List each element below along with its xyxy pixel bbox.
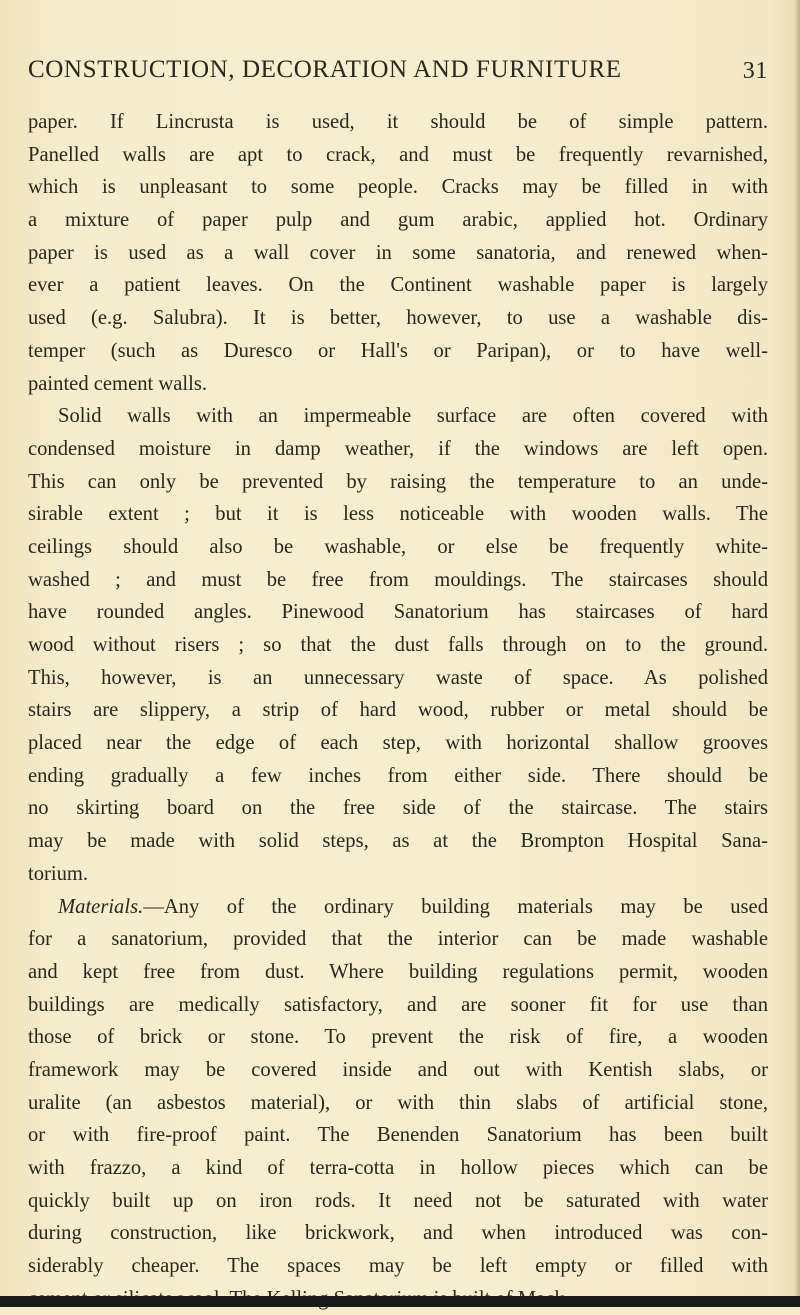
text-line: which is unpleasant to some people. Cracks may be filled in with: [28, 176, 768, 199]
text-line: framework may be covered inside and out with Kentish slabs, or: [28, 1058, 768, 1081]
text-line: or with fire-proof paint. The Benenden Sanatorium has been built: [28, 1124, 768, 1147]
text-line: temper (such as Duresco or Hall's or Paripan), or to have well-: [28, 339, 768, 362]
text-line: buildings are medically satisfactory, and are sooner fit for use than: [28, 993, 768, 1016]
text-line: placed near the edge of each step, with horizontal shallow grooves: [28, 732, 768, 755]
text-line: siderably cheaper. The spaces may be left empty or filled with: [28, 1255, 768, 1278]
text-line: during construction, like brickwork, and when introduced was con-: [28, 1222, 768, 1245]
text-line: those of brick or stone. To prevent the risk of fire, a wooden: [28, 1026, 768, 1049]
text-line: have rounded angles. Pinewood Sanatorium has staircases of hard: [28, 601, 768, 624]
text-line: paper. If Lincrusta is used, it should be of simple pattern.: [28, 111, 768, 133]
text-line: with frazzo, a kind of terra-cotta in hollow pieces which can be: [28, 1157, 768, 1179]
text-line: stairs are slippery, a strip of hard wood, rubber or metal should be: [28, 699, 768, 722]
text-line: a mixture of paper pulp and gum arabic, applied hot. Ordinary: [28, 209, 768, 232]
text-line: painted cement walls.: [28, 372, 207, 395]
text-line: Solid walls with an impermeable surface are often covered with: [58, 405, 768, 428]
text-line: may be made with solid steps, as at the Brompton Hospital Sana-: [28, 830, 768, 853]
text-line: wood without risers ; so that the dust falls through on to the ground.: [28, 634, 768, 656]
section-heading: Materials.: [58, 895, 144, 918]
text-line: paper is used as a wall cover in some sanatoria, and renewed when-: [28, 241, 768, 264]
text-line: and kept free from dust. Where building regulations permit, wooden: [28, 960, 768, 983]
text-fragment: —Any of the ordinary building materials may be used: [143, 895, 768, 918]
text-line: ever a patient leaves. On the Continent washable paper is largely: [28, 274, 768, 297]
text-line: Panelled walls are apt to crack, and must be frequently revarnished,: [28, 143, 768, 166]
chapter-title: CONSTRUCTION, DECORATION AND FURNITURE: [28, 56, 622, 83]
page-edge-shadow: [794, 0, 800, 1296]
text-line: washed ; and must be free from mouldings. The staircases should: [28, 568, 768, 591]
text-line: no skirting board on the free side of the staircase. The stairs: [28, 797, 768, 820]
text-line: condensed moisture in damp weather, if the windows are left open.: [28, 437, 768, 460]
text-line: torium.: [28, 862, 89, 885]
text-line: uralite (an asbestos material), or with thin slabs of artificial stone,: [28, 1091, 768, 1114]
text-line: This can only be prevented by raising the temperature to an unde-: [28, 470, 768, 493]
body-text: [28, 106, 768, 1315]
text-line: [28, 891, 768, 924]
text-line: ending gradually a few inches from either side. There should be: [28, 764, 768, 787]
page-number: 31: [742, 58, 768, 84]
running-head: [28, 56, 768, 92]
text-line: ceilings should also be washable, or else be frequently white-: [28, 535, 768, 558]
text-line: for a sanatorium, provided that the interior can be made washable: [28, 928, 768, 951]
text-line: sirable extent ; but it is less noticeable with wooden walls. The: [28, 503, 768, 526]
bottom-border: [0, 1296, 800, 1307]
text-line: quickly built up on iron rods. It need not be saturated with water: [28, 1189, 768, 1212]
text-line: This, however, is an unnecessary waste of space. As polished: [28, 666, 768, 689]
text-line: used (e.g. Salubra). It is better, however, to use a washable dis-: [28, 307, 768, 330]
